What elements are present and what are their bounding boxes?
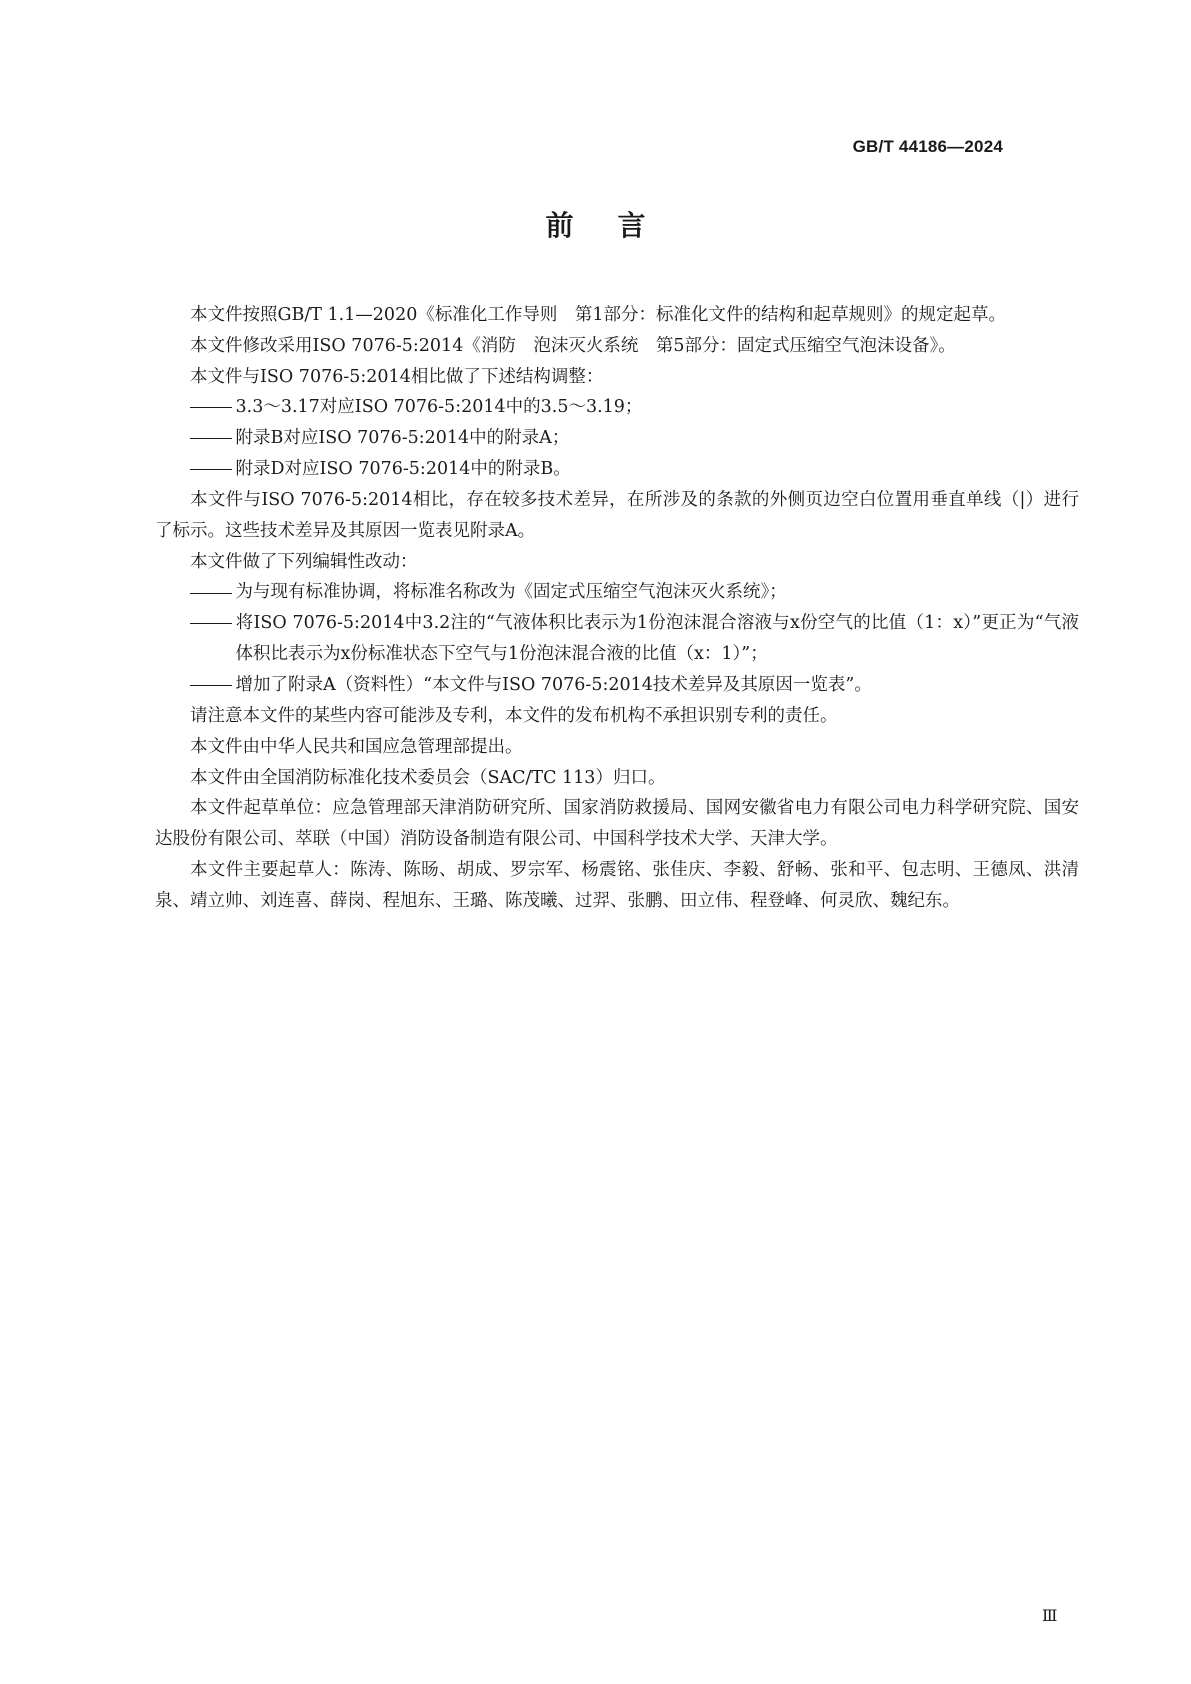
dash-icon bbox=[190, 578, 236, 609]
list-item bbox=[155, 608, 1079, 670]
paragraph-drafters: 本文件主要起草人：陈涛、陈旸、胡成、罗宗军、杨震铭、张佳庆、李毅、舒畅、张和平、包志明、王德凤、洪清泉、靖立帅、刘连喜、薛岗、程旭东、王璐、陈茂曦、过羿、张鹏、田立伟、程登峰、何灵欣、魏纪东。 bbox=[155, 859, 1079, 911]
paragraph-committee: 本文件由全国消防标准化技术委员会（SAC/TC 113）归口。 bbox=[190, 767, 666, 788]
dash-icon bbox=[190, 608, 236, 639]
list-item bbox=[155, 392, 1079, 423]
list-item-text: 增加了附录A（资料性）“本文件与ISO 7076-5:2014技术差异及其原因一览表”。 bbox=[235, 675, 872, 696]
page-number: Ⅲ bbox=[1042, 1606, 1057, 1625]
list-item-text: 附录B对应ISO 7076-5:2014中的附录A； bbox=[235, 428, 570, 449]
list-item-text: 为与现有标准协调，将标准名称改为《固定式压缩空气泡沫灭火系统》； bbox=[235, 582, 787, 603]
list-item-text: 将ISO 7076-5:2014中3.2注的“气液体积比表示为1份泡沫混合溶液与x份空气的比值（1：x）”更正为“气液体积比表示为x份标准状态下空气与1份泡沫混合液的比值（x：1）”； bbox=[235, 613, 1079, 665]
list-item bbox=[155, 577, 1079, 608]
paragraph-patent-notice: 请注意本文件的某些内容可能涉及专利，本文件的发布机构不承担识别专利的责任。 bbox=[190, 705, 838, 726]
paragraph-drafting-rules: 本文件按照GB/T 1.1—2020《标准化工作导则 第1部分：标准化文件的结构和起草规则》的规定起草。 bbox=[190, 305, 1006, 325]
standard-number: GB/T 44186—2024 bbox=[852, 137, 1003, 156]
dash-icon bbox=[190, 670, 236, 701]
list-item-text: 3.3～3.17对应ISO 7076-5:2014中的3.5～3.19； bbox=[235, 397, 643, 418]
paragraph-adoption: 本文件修改采用ISO 7076-5:2014《消防 泡沫灭火系统 第5部分：固定式压缩空气泡沫设备》。 bbox=[190, 335, 956, 356]
paragraph-structure-intro: 本文件与ISO 7076-5:2014相比做了下述结构调整： bbox=[190, 366, 604, 387]
page-title: 前言 bbox=[545, 209, 690, 242]
list-item bbox=[155, 423, 1079, 454]
dash-icon bbox=[190, 423, 236, 454]
dash-icon bbox=[190, 392, 236, 423]
preface-body bbox=[155, 300, 1079, 917]
list-item-text: 附录D对应ISO 7076-5:2014中的附录B。 bbox=[235, 459, 571, 480]
paragraph-editorial-intro: 本文件做了下列编辑性改动： bbox=[190, 551, 418, 572]
list-item bbox=[155, 670, 1079, 701]
paragraph-drafting-units: 本文件起草单位：应急管理部天津消防研究所、国家消防救援局、国网安徽省电力有限公司电力科学研究院、国安达股份有限公司、萃联（中国）消防设备制造有限公司、中国科学技术大学、天津大学。 bbox=[155, 798, 1079, 850]
dash-icon bbox=[190, 454, 236, 485]
paragraph-technical-differences: 本文件与ISO 7076-5:2014相比，存在较多技术差异，在所涉及的条款的外侧页边空白位置用垂直单线（|）进行了标示。这些技术差异及其原因一览表见附录A。 bbox=[155, 490, 1079, 541]
list-item bbox=[155, 454, 1079, 485]
paragraph-proposer: 本文件由中华人民共和国应急管理部提出。 bbox=[190, 736, 523, 757]
